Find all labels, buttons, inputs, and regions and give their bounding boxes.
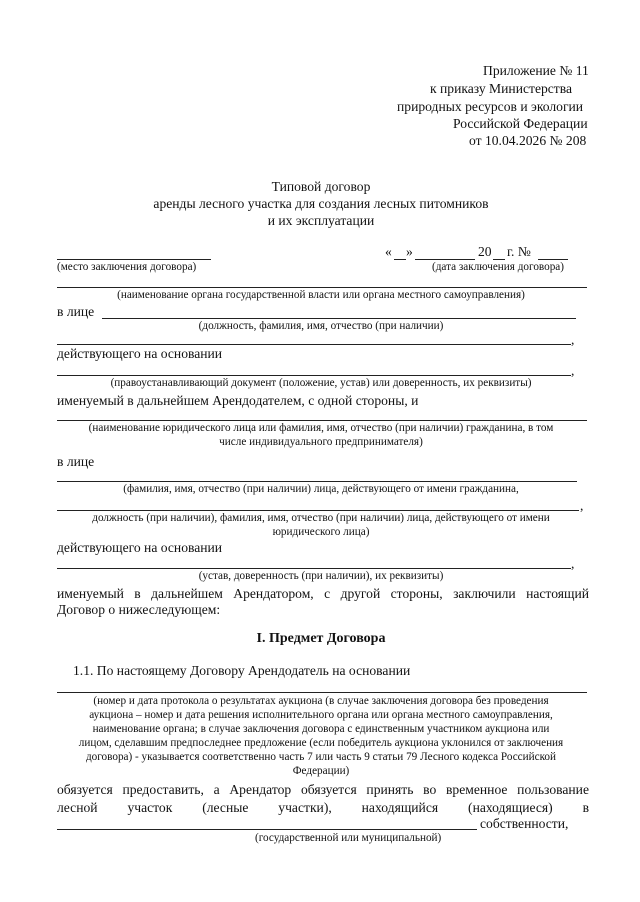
caption-tenant-doc: (устав, доверенность (при наличии), их реквизиты) xyxy=(198,570,444,582)
comma-1: , xyxy=(571,332,575,347)
rep-position-blank xyxy=(57,510,579,511)
caption-auction-6: Федерации) xyxy=(292,765,350,777)
authority-blank xyxy=(57,287,587,288)
caption-auction-2: аукциона – номер и дата решения исполнительного органа или органа местного самоуправления, xyxy=(89,709,553,721)
in-person-label-1: в лице xyxy=(57,304,95,319)
date-open-quote: « xyxy=(385,244,392,259)
caption-auction-4: лицом, сделавшим предпоследнее предложение (если победитель аукциона уклонился от заключения xyxy=(78,737,564,749)
obligation-line-2: лесной участок (лесные участки), находящийся (находящиеся) в xyxy=(57,800,589,815)
tenant-blank xyxy=(57,420,587,421)
comma-4: , xyxy=(571,556,575,571)
clause-1-1: 1.1. По настоящему Договору Арендодатель на основании xyxy=(73,663,411,678)
year-prefix: 20 xyxy=(478,244,492,259)
caption-rep-person: (фамилия, имя, отчество (при наличии) лица, действующего от имени гражданина, xyxy=(123,483,519,495)
caption-tenant-1: (наименование юридического лица или фамилия, имя, отчество (при наличии) гражданина, в том xyxy=(88,422,554,434)
position-blank xyxy=(57,344,571,345)
number-label: г. № xyxy=(507,244,531,259)
ownership-word: собственности, xyxy=(480,816,569,831)
caption-tenant-2: числе индивидуального предпринимателя) xyxy=(219,436,423,448)
caption-legal-doc: (правоустанавливающий документ (положение, устав) или доверенность, их реквизиты) xyxy=(110,377,532,389)
number-blank xyxy=(538,259,568,260)
place-blank xyxy=(57,259,211,260)
appendix-country: Российской Федерации xyxy=(453,116,588,131)
day-blank xyxy=(394,259,406,260)
appendix-order: к приказу Министерства xyxy=(430,81,573,96)
appendix-date: от 10.04.2026 № 208 xyxy=(469,133,587,148)
caption-rep-position-2: юридического лица) xyxy=(272,526,370,538)
landlord-text: именуемый в дальнейшем Арендодателем, с одной стороны, и xyxy=(57,393,419,408)
caption-auction-5: договора) - указывается соответственно часть 7 или часть 9 статьи 79 Лесного кодекса Российской xyxy=(85,751,557,763)
acting-label-2: действующего на основании xyxy=(57,540,223,555)
caption-auction-1: (номер и дата протокола о результатах аукциона (в случае заключения договора без проведения xyxy=(93,695,549,707)
obligation-line-1: обязуется предоставить, а Арендатор обязуется принять во временное пользование xyxy=(57,782,589,797)
comma-2: , xyxy=(571,363,575,378)
year-blank xyxy=(493,259,505,260)
appendix-ministry: природных ресурсов и экологии xyxy=(397,99,584,114)
title-line-2: аренды лесного участка для создания лесных питомников xyxy=(153,196,489,211)
tenant-text-line-2: Договор о нижеследующем: xyxy=(57,602,221,617)
caption-rep-position-1: должность (при наличии), фамилия, имя, отчество (при наличии) лица, действующего от имени xyxy=(92,512,550,524)
section-title: I. Предмет Договора xyxy=(256,631,386,646)
ownership-blank xyxy=(57,829,477,830)
in-person-blank-1 xyxy=(102,318,576,319)
caption-place: (место заключения договора) xyxy=(57,261,197,273)
tenant-doc-blank xyxy=(57,568,571,569)
rep-person-blank xyxy=(57,481,577,482)
caption-auction-3: наименование органа; в случае заключения договора с единственным участником аукциона или xyxy=(92,723,550,735)
caption-ownership: (государственной или муниципальной) xyxy=(255,832,442,844)
month-blank xyxy=(415,259,475,260)
auction-blank xyxy=(57,692,587,693)
legal-doc-blank xyxy=(57,375,571,376)
title-line-3: и их эксплуатации xyxy=(267,213,375,228)
caption-position: (должность, фамилия, имя, отчество (при наличии) xyxy=(198,320,444,332)
title-line-1: Типовой договор xyxy=(271,179,371,194)
acting-label-1: действующего на основании xyxy=(57,346,223,361)
caption-date: (дата заключения договора) xyxy=(432,261,564,273)
tenant-text-line-1: именуемый в дальнейшем Арендатором, с другой стороны, заключили настоящий xyxy=(57,586,589,601)
caption-authority: (наименование органа государственной власти или органа местного самоуправления) xyxy=(117,289,525,301)
appendix-number: Приложение № 11 xyxy=(483,63,589,78)
comma-3: , xyxy=(580,498,584,513)
in-person-label-2: в лице xyxy=(57,454,95,469)
date-close-quote: » xyxy=(406,244,413,259)
